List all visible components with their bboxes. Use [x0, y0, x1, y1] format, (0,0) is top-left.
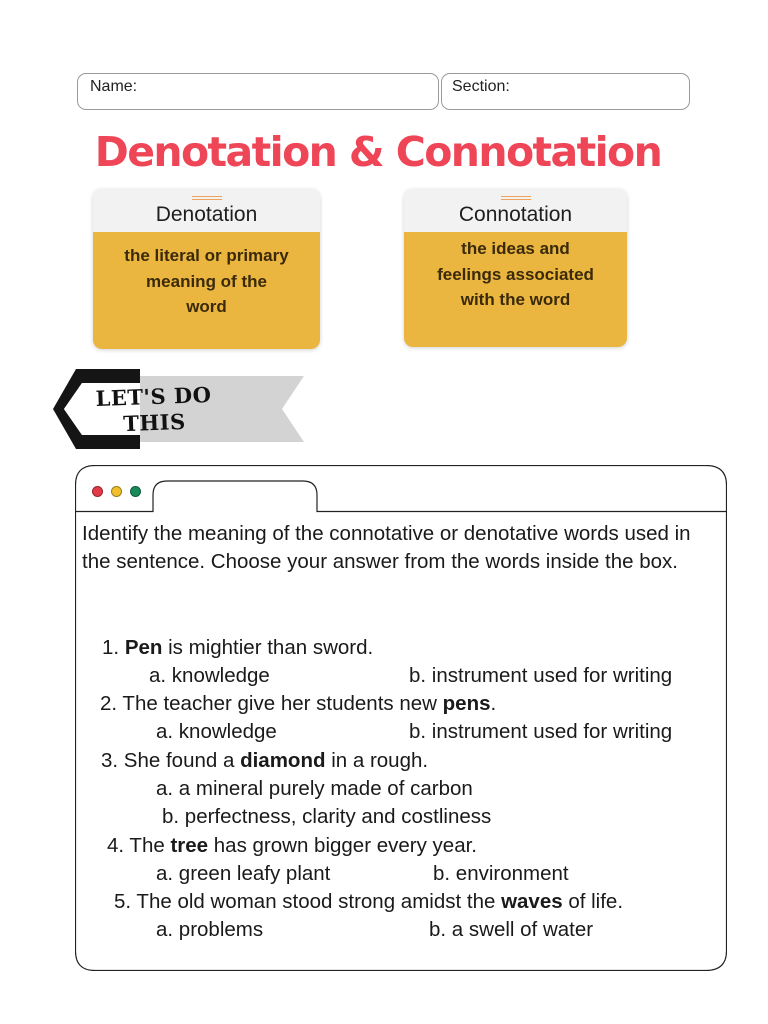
divider-dash-icon [192, 196, 222, 200]
question-keyword: tree [170, 834, 209, 857]
question-number: 2. [100, 692, 118, 715]
section-field[interactable] [441, 73, 690, 110]
section-label: Section: [452, 78, 510, 95]
question-3 [101, 747, 428, 775]
name-label: Name: [90, 78, 138, 95]
instructions: Identify the meaning of the connotative or denotative words used in the sentence. Choose your answer from the words inside the box. [82, 522, 691, 573]
question-number: 5. [114, 890, 132, 913]
question-3-choice-a[interactable]: a. a mineral purely made of carbon [156, 777, 473, 800]
question-keyword: Pen [124, 636, 163, 659]
question-5-choice-b[interactable]: b. a swell of water [429, 918, 594, 941]
question-text: . [490, 692, 497, 715]
question-text: has grown bigger every year. [208, 834, 478, 857]
question-1 [102, 634, 373, 662]
page-title: Denotation & Connotation [94, 128, 662, 176]
connotation-definition [404, 232, 627, 347]
question-text: The old woman stood strong amidst the [131, 890, 502, 913]
question-text: is mightier than sword. [162, 636, 374, 659]
question-4 [107, 832, 477, 860]
banner-line-2: THIS [122, 408, 187, 437]
banner-text [93, 382, 215, 438]
denotation-definition-line: meaning of the [146, 271, 267, 291]
question-2-choice-a[interactable]: a. knowledge [156, 720, 277, 743]
question-keyword: diamond [240, 749, 326, 772]
question-text: of life. [562, 890, 624, 913]
question-1-choice-b[interactable]: b. instrument used for writing [409, 664, 673, 687]
denotation-card [93, 189, 320, 349]
question-text: in a rough. [325, 749, 429, 772]
question-content [82, 520, 722, 941]
question-2 [100, 690, 496, 718]
yellow-dot-icon [111, 486, 122, 497]
question-number: 1. [102, 636, 120, 659]
name-field[interactable] [77, 73, 439, 110]
question-text: The teacher give her students new [117, 692, 443, 715]
question-keyword: waves [501, 890, 563, 913]
connotation-definition-line: the ideas and [461, 239, 570, 258]
denotation-card-header [93, 189, 320, 232]
denotation-definition [93, 232, 320, 349]
denotation-definition-line: word [186, 297, 227, 316]
question-text: She found a [118, 749, 241, 772]
banner-line-1: LET'S DO [95, 381, 212, 412]
question-keyword: pens [442, 692, 491, 715]
question-4-choice-b[interactable]: b. environment [433, 862, 569, 885]
question-text: The [124, 834, 171, 857]
question-5 [114, 888, 623, 916]
connotation-definition-line: feelings associated [437, 264, 594, 284]
connotation-card-header [404, 189, 627, 232]
question-2-choice-b[interactable]: b. instrument used for writing [409, 720, 673, 743]
denotation-definition-line: the literal or primary [124, 246, 289, 265]
question-3-choice-b[interactable]: b. perfectness, clarity and costliness [162, 805, 492, 828]
red-dot-icon [92, 486, 103, 497]
question-5-choice-a[interactable]: a. problems [156, 918, 264, 941]
denotation-heading: Denotation [155, 203, 258, 226]
connotation-heading: Connotation [458, 203, 573, 226]
question-4-choice-a[interactable]: a. green leafy plant [156, 862, 331, 885]
connotation-card [404, 189, 627, 347]
question-number: 3. [101, 749, 119, 772]
divider-dash-icon [501, 196, 531, 200]
connotation-definition-line: with the word [460, 290, 571, 309]
question-1-choice-a[interactable]: a. knowledge [149, 664, 270, 687]
green-dot-icon [130, 486, 141, 497]
question-number: 4. [107, 834, 125, 857]
